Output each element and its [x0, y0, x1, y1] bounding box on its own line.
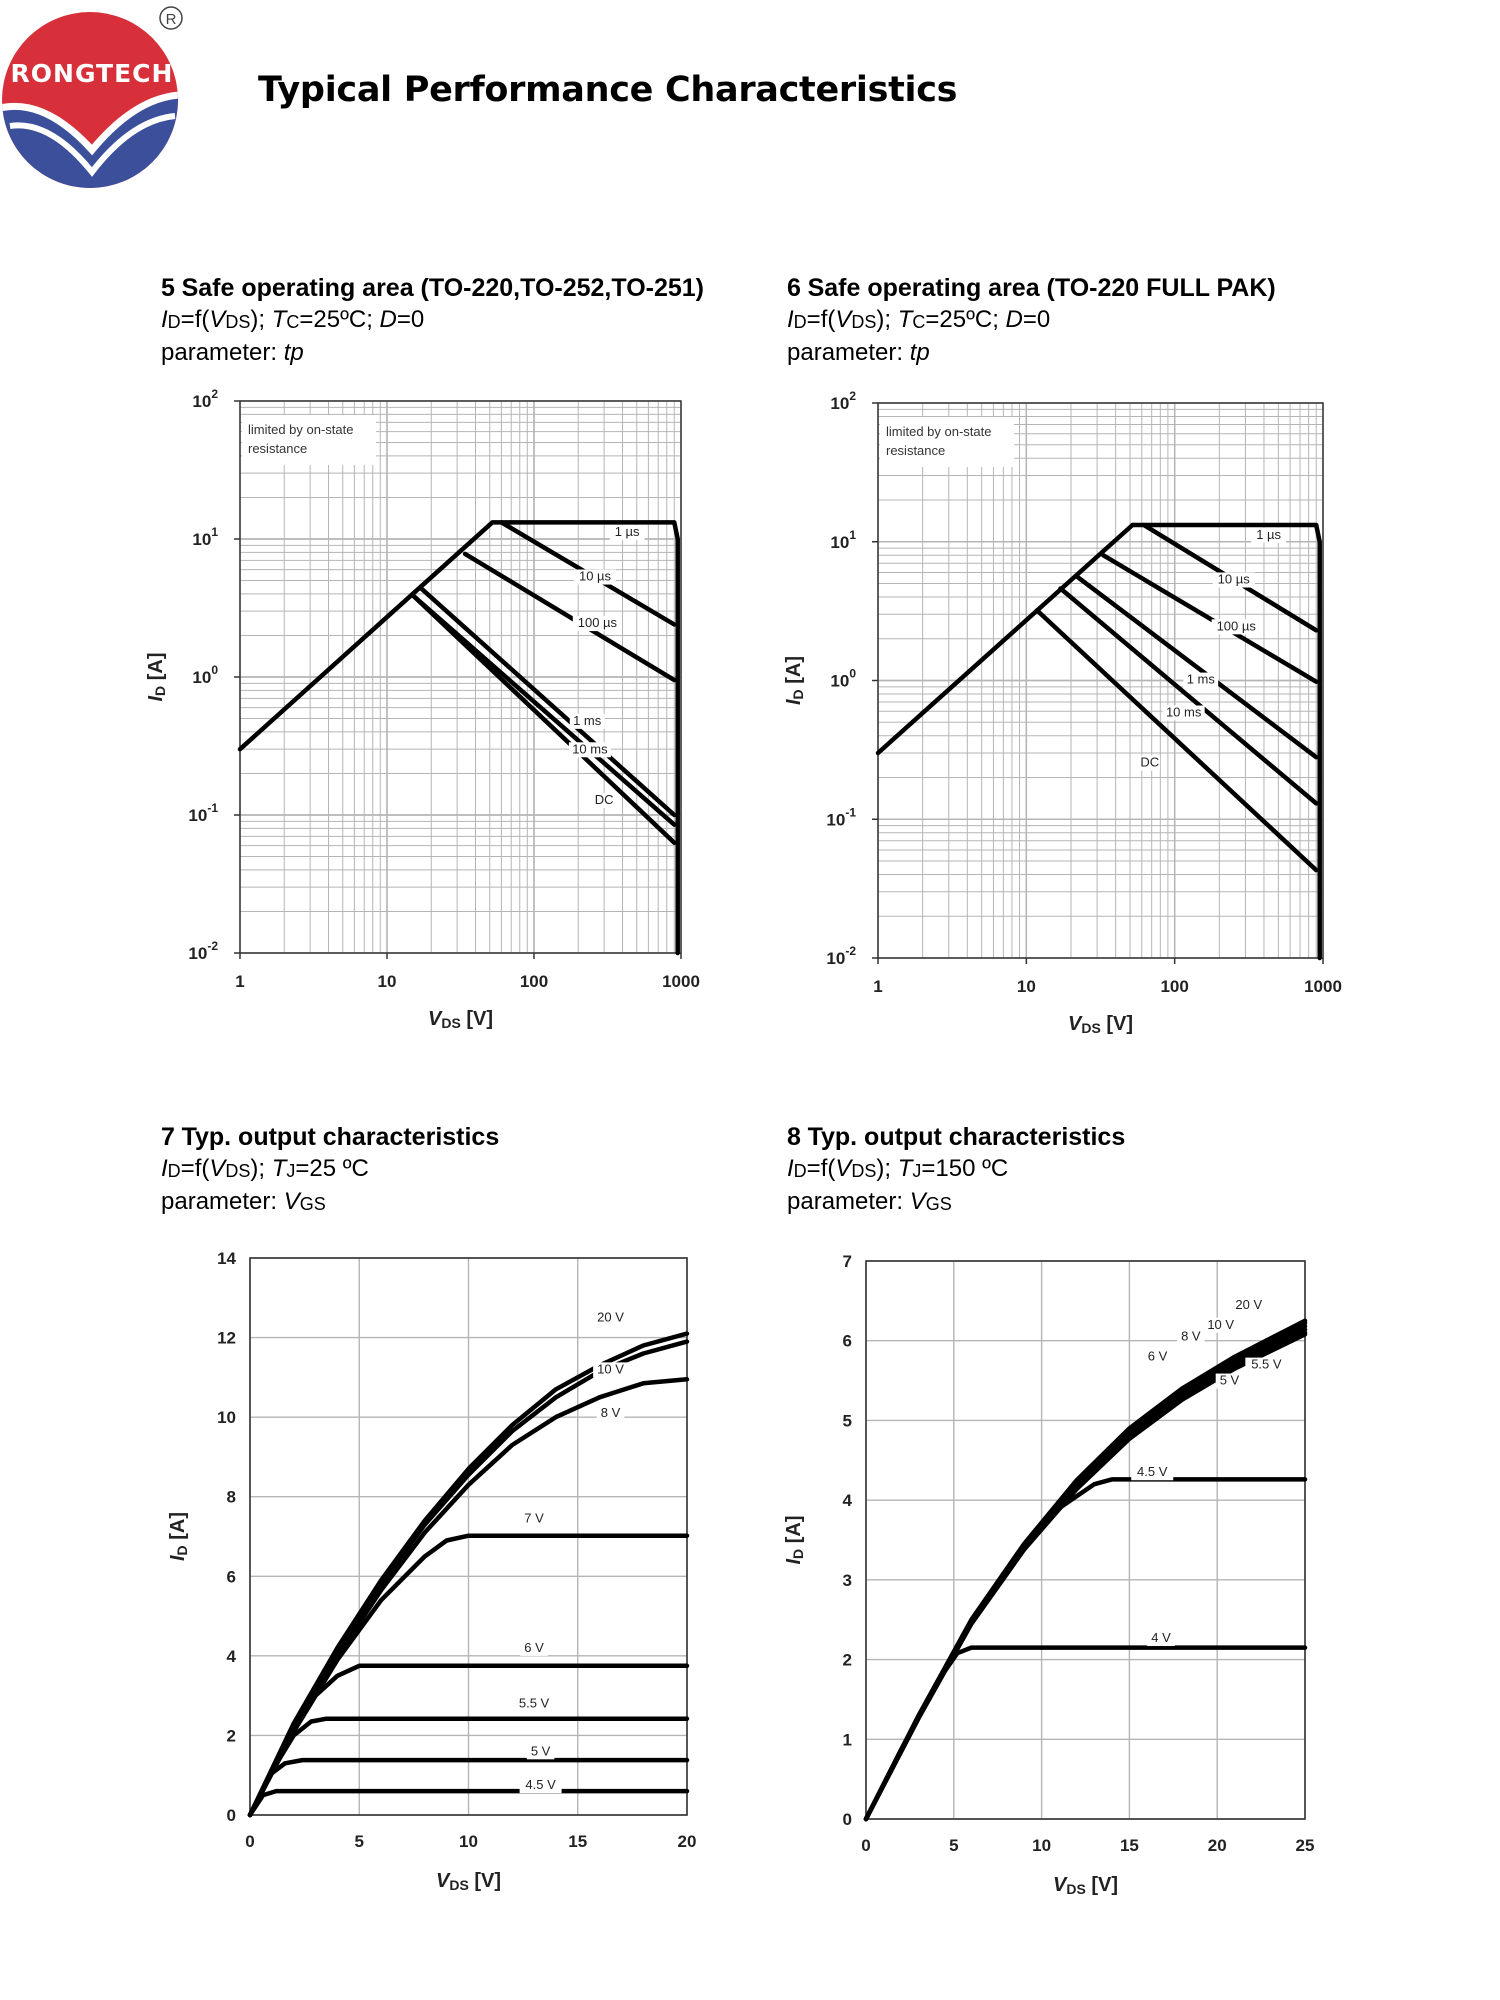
chart-8-curve-label-0: 20 V: [1235, 1296, 1263, 1312]
chart-8-curve-7: [866, 1648, 1305, 1819]
chart-7-curve-label-7: 4.5 V: [525, 1777, 556, 1793]
chart-5-xlabel: VDS [V]: [427, 1008, 494, 1031]
chart-6-note-line-0: limited by on-state: [886, 424, 992, 439]
chart-6-subtitle: $I_D=f(V_{DS})$; $T_C=25ºC$; D=0: [787, 306, 1051, 333]
chart-8-xlabel: VDS [V]: [1052, 1874, 1119, 1897]
chart-6-curve-label-2: 100 µs: [1216, 618, 1256, 634]
chart-8-ylabel: ID [A]: [783, 1515, 806, 1565]
chart-7-curve-label-6: 5 V: [530, 1743, 551, 1759]
chart-5-curve-label-0: 1 µs: [614, 524, 640, 540]
chart-7-subtitle: $I_D=f(V_{DS})$; $T_J=25$ ºC: [161, 1155, 369, 1182]
chart-7-ylabel: ID [A]: [167, 1511, 190, 1562]
chart-7-ytick-label: 8: [226, 1487, 236, 1507]
page-title: Typical Performance Characteristics: [258, 70, 958, 110]
logo-brand-text: RONGTECH: [10, 59, 174, 88]
chart-8-title: Typ. output characteristics: [807, 1123, 1126, 1151]
chart-7-xtick-label: 20: [677, 1832, 697, 1851]
chart-7-header: [161, 1122, 499, 1219]
chart-8-curve-4: [866, 1330, 1305, 1819]
chart-7-ytick-label: 4: [226, 1646, 236, 1666]
chart-7-xlabel: VDS [V]: [435, 1870, 502, 1893]
chart-8-header: [787, 1122, 1125, 1219]
chart-6-ylabel: ID [A]: [783, 655, 806, 706]
chart-5-ytick-label: $10^{-1}$: [188, 801, 218, 825]
chart-6-title: Safe operating area (TO-220 FULL PAK): [807, 274, 1276, 302]
chart-8-ytick-label: 6: [842, 1331, 852, 1351]
chart-7-curve-label-4: 6 V: [524, 1639, 544, 1655]
chart-6-curve-4: [1061, 589, 1317, 804]
chart-6-curve-label-5: DC: [1140, 754, 1160, 770]
chart-8-curve-3: [866, 1333, 1305, 1819]
chart-7-ytick-label: 6: [226, 1567, 236, 1587]
chart-5-header: [161, 273, 704, 368]
chart-8-curve-label-4: 5.5 V: [1251, 1356, 1282, 1372]
chart-8-subtitle: $I_D=f(V_{DS})$; $T_J=150$ ºC: [787, 1155, 1009, 1182]
chart-7-ytick-label: 0: [226, 1806, 236, 1825]
chart-7-xtick-label: 0: [245, 1832, 255, 1851]
chart-8-xtick-label: 25: [1295, 1836, 1315, 1855]
chart-6-note-line-1: resistance: [886, 443, 946, 458]
chart-6-ytick-label: $10^2$: [830, 389, 856, 413]
chart-6-ytick-label: $10^1$: [830, 527, 856, 552]
chart-8-ytick-label: 2: [842, 1650, 852, 1670]
chart-6-soa-fullpak: [0, 380, 1500, 1080]
chart-7-xtick-label: 5: [354, 1832, 364, 1851]
chart-5-subtitle: $I_D=f(V_{DS})$; $T_C=25ºC$; D=0: [161, 306, 425, 333]
chart-8-curve-0: [866, 1321, 1305, 1819]
chart-7-ytick-label: 10: [217, 1408, 236, 1428]
chart-8-ytick-label: 4: [842, 1491, 852, 1511]
chart-8-xtick-label: 5: [949, 1836, 959, 1855]
chart-6-curve-label-1: 10 µs: [1217, 571, 1250, 587]
chart-5-xtick-label: 1000: [662, 972, 700, 991]
chart-6-curve-label-0: 1 µs: [1256, 526, 1282, 542]
chart-7-curve-label-3: 7 V: [524, 1510, 544, 1526]
chart-7-number: 7: [161, 1123, 175, 1151]
chart-5-ytick-label: $10^0$: [192, 663, 218, 687]
chart-7-ytick-label: 14: [217, 1249, 236, 1268]
chart-8-ytick-label: 1: [842, 1730, 852, 1750]
chart-5-xtick-label: 10: [377, 972, 397, 991]
chart-6-xtick-label: 10: [1016, 977, 1036, 996]
chart-7-curve-label-0: 20 V: [597, 1309, 624, 1325]
chart-5-note-line-1: resistance: [248, 441, 308, 456]
chart-6-curve-label-4: 10 ms: [1165, 704, 1202, 720]
chart-5-ylabel: ID [A]: [145, 652, 168, 702]
logo-registered-mark: R: [165, 11, 177, 28]
chart-6-ytick-label: $10^{-1}$: [826, 805, 856, 830]
chart-6-parameter: parameter: tp: [787, 339, 930, 366]
chart-8-curve-label-6: 4.5 V: [1137, 1464, 1168, 1480]
chart-6-xlabel: VDS [V]: [1067, 1013, 1134, 1036]
chart-5-curve-label-2: 100 µs: [577, 615, 618, 631]
chart-5-curve-label-4: 10 ms: [572, 741, 608, 757]
chart-7-curve-label-2: 8 V: [600, 1405, 621, 1421]
chart-8-ytick-label: 5: [842, 1411, 852, 1431]
chart-8-number: 8: [787, 1123, 801, 1151]
chart-8-ytick-label: 7: [842, 1252, 852, 1271]
chart-5-curve-label-1: 10 µs: [578, 568, 612, 584]
chart-6-xtick-label: 1000: [1304, 977, 1342, 996]
chart-5-xtick-label: 100: [519, 972, 549, 991]
chart-6-curve-label-3: 1 ms: [1186, 671, 1215, 687]
chart-8-ytick-label: 0: [842, 1810, 852, 1829]
chart-5-number: 5: [161, 274, 175, 302]
chart-6-curve-3: [1077, 577, 1316, 758]
chart-7-xtick-label: 15: [568, 1832, 588, 1851]
chart-8-xtick-label: 0: [861, 1836, 871, 1855]
chart-6-header: [787, 273, 1276, 368]
chart-5-curve-label-5: DC: [594, 792, 614, 808]
chart-8-xtick-label: 20: [1207, 1836, 1227, 1855]
chart-8-ytick-label: 3: [842, 1570, 852, 1590]
chart-6-ytick-label: $10^{-2}$: [826, 944, 856, 968]
chart-7-ytick-label: 12: [217, 1328, 236, 1348]
chart-6-number: 6: [787, 274, 801, 302]
chart-8-xtick-label: 15: [1119, 1836, 1139, 1855]
chart-6-ytick-label: $10^0$: [830, 666, 856, 691]
chart-5-parameter: parameter: tp: [161, 339, 304, 366]
chart-7-curve-label-5: 5.5 V: [518, 1695, 550, 1711]
chart-7-ytick-label: 2: [226, 1726, 236, 1746]
chart-8-curve-label-7: 4 V: [1151, 1630, 1171, 1646]
chart-8-curve-2: [866, 1326, 1305, 1819]
rongtech-logo: [0, 0, 200, 195]
chart-8-output-150c: [0, 1230, 1500, 1930]
chart-5-note-line-0: limited by on-state: [248, 422, 354, 437]
chart-7-parameter: parameter: $V_{GS}$: [161, 1188, 326, 1215]
chart-8-curve-5: [866, 1334, 1305, 1819]
chart-7-title: Typ. output characteristics: [181, 1123, 500, 1151]
chart-5-title: Safe operating area (TO-220,TO-252,TO-251): [181, 274, 705, 302]
chart-5-ytick-label: $10^1$: [192, 525, 218, 549]
chart-8-curve-label-5: 5 V: [1219, 1372, 1240, 1388]
chart-5-ytick-label: $10^2$: [192, 387, 218, 411]
chart-7-curve-label-1: 10 V: [597, 1361, 624, 1377]
chart-6-xtick-label: 100: [1160, 977, 1189, 996]
chart-7-xtick-label: 10: [459, 1832, 478, 1851]
chart-8-frame: [866, 1261, 1305, 1819]
chart-8-curve-label-2: 8 V: [1181, 1328, 1201, 1344]
chart-5-xtick-label: 1: [235, 972, 245, 991]
chart-8-parameter: parameter: $V_{GS}$: [787, 1188, 952, 1215]
chart-8-xtick-label: 10: [1032, 1836, 1052, 1855]
chart-5-curve-label-3: 1 ms: [573, 712, 602, 728]
chart-8-curve-label-1: 10 V: [1207, 1316, 1235, 1332]
chart-6-xtick-label: 1: [873, 977, 883, 996]
chart-8-curve-label-3: 6 V: [1147, 1348, 1168, 1364]
chart-8-curve-1: [866, 1323, 1305, 1819]
chart-5-ytick-label: $10^{-2}$: [188, 939, 218, 963]
